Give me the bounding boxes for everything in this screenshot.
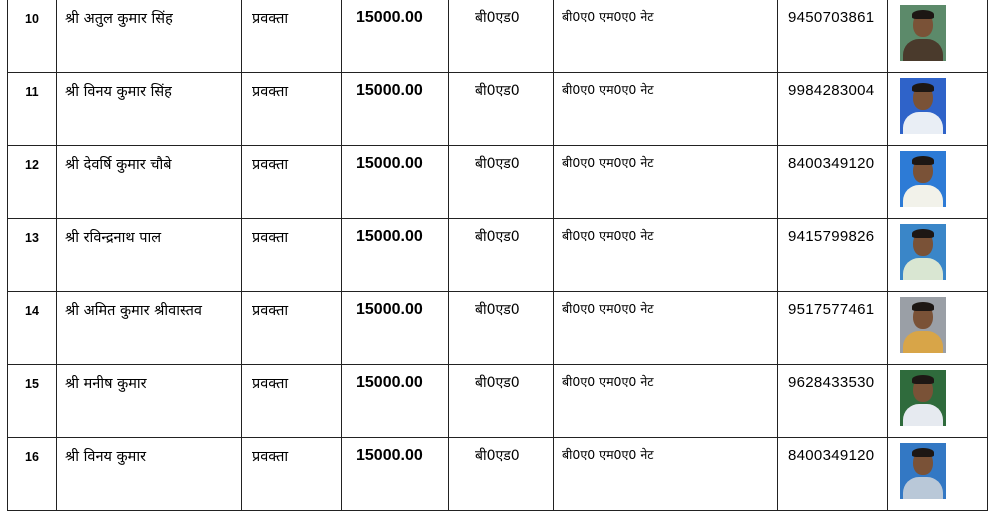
teacher-name: श्री विनय कुमार सिंह bbox=[57, 73, 242, 146]
teacher-name: श्री रविन्द्रनाथ पाल bbox=[57, 219, 242, 292]
staff-table bbox=[7, 0, 988, 511]
empty-cell bbox=[958, 73, 988, 146]
photo-cell bbox=[888, 146, 958, 219]
empty-cell bbox=[958, 146, 988, 219]
serial-number: 10 bbox=[8, 0, 57, 73]
post: प्रवक्ता bbox=[242, 146, 342, 219]
qualification: बी0ए0 एम0ए0 नेट bbox=[554, 146, 778, 219]
photo-cell bbox=[888, 292, 958, 365]
degree: बी0एड0 bbox=[449, 365, 554, 438]
photo-cell bbox=[888, 0, 958, 73]
teacher-photo bbox=[900, 224, 946, 280]
table-row bbox=[8, 73, 988, 146]
teacher-photo bbox=[900, 297, 946, 353]
degree: बी0एड0 bbox=[449, 219, 554, 292]
teacher-name: श्री अतुल कुमार सिंह bbox=[57, 0, 242, 73]
salary: 15000.00 bbox=[342, 365, 449, 438]
salary: 15000.00 bbox=[342, 438, 449, 511]
empty-cell bbox=[958, 438, 988, 511]
post: प्रवक्ता bbox=[242, 219, 342, 292]
table-row bbox=[8, 438, 988, 511]
empty-cell bbox=[958, 219, 988, 292]
salary: 15000.00 bbox=[342, 292, 449, 365]
qualification: बी0ए0 एम0ए0 नेट bbox=[554, 365, 778, 438]
serial-number: 12 bbox=[8, 146, 57, 219]
teacher-name: श्री देवर्षि कुमार चौबे bbox=[57, 146, 242, 219]
table-row bbox=[8, 0, 988, 73]
empty-cell bbox=[958, 0, 988, 73]
qualification: बी0ए0 एम0ए0 नेट bbox=[554, 73, 778, 146]
salary: 15000.00 bbox=[342, 219, 449, 292]
empty-cell bbox=[958, 365, 988, 438]
table-row bbox=[8, 146, 988, 219]
photo-cell bbox=[888, 438, 958, 511]
teacher-photo bbox=[900, 443, 946, 499]
table-row bbox=[8, 219, 988, 292]
phone-number: 9415799826 bbox=[778, 219, 888, 292]
phone-number: 9517577461 bbox=[778, 292, 888, 365]
teacher-photo bbox=[900, 5, 946, 61]
table-row bbox=[8, 365, 988, 438]
post: प्रवक्ता bbox=[242, 438, 342, 511]
teacher-photo bbox=[900, 151, 946, 207]
degree: बी0एड0 bbox=[449, 73, 554, 146]
teacher-name: श्री अमित कुमार श्रीवास्तव bbox=[57, 292, 242, 365]
salary: 15000.00 bbox=[342, 0, 449, 73]
teacher-name: श्री विनय कुमार bbox=[57, 438, 242, 511]
phone-number: 9628433530 bbox=[778, 365, 888, 438]
teacher-photo bbox=[900, 370, 946, 426]
degree: बी0एड0 bbox=[449, 146, 554, 219]
phone-number: 8400349120 bbox=[778, 438, 888, 511]
salary: 15000.00 bbox=[342, 146, 449, 219]
teacher-name: श्री मनीष कुमार bbox=[57, 365, 242, 438]
table-row bbox=[8, 292, 988, 365]
salary: 15000.00 bbox=[342, 73, 449, 146]
post: प्रवक्ता bbox=[242, 0, 342, 73]
qualification: बी0ए0 एम0ए0 नेट bbox=[554, 219, 778, 292]
qualification: बी0ए0 एम0ए0 नेट bbox=[554, 438, 778, 511]
serial-number: 16 bbox=[8, 438, 57, 511]
empty-cell bbox=[958, 292, 988, 365]
post: प्रवक्ता bbox=[242, 73, 342, 146]
photo-cell bbox=[888, 219, 958, 292]
degree: बी0एड0 bbox=[449, 438, 554, 511]
degree: बी0एड0 bbox=[449, 292, 554, 365]
post: प्रवक्ता bbox=[242, 365, 342, 438]
photo-cell bbox=[888, 73, 958, 146]
post: प्रवक्ता bbox=[242, 292, 342, 365]
phone-number: 8400349120 bbox=[778, 146, 888, 219]
serial-number: 13 bbox=[8, 219, 57, 292]
serial-number: 15 bbox=[8, 365, 57, 438]
photo-cell bbox=[888, 365, 958, 438]
phone-number: 9450703861 bbox=[778, 0, 888, 73]
degree: बी0एड0 bbox=[449, 0, 554, 73]
qualification: बी0ए0 एम0ए0 नेट bbox=[554, 0, 778, 73]
serial-number: 11 bbox=[8, 73, 57, 146]
phone-number: 9984283004 bbox=[778, 73, 888, 146]
teacher-photo bbox=[900, 78, 946, 134]
serial-number: 14 bbox=[8, 292, 57, 365]
qualification: बी0ए0 एम0ए0 नेट bbox=[554, 292, 778, 365]
